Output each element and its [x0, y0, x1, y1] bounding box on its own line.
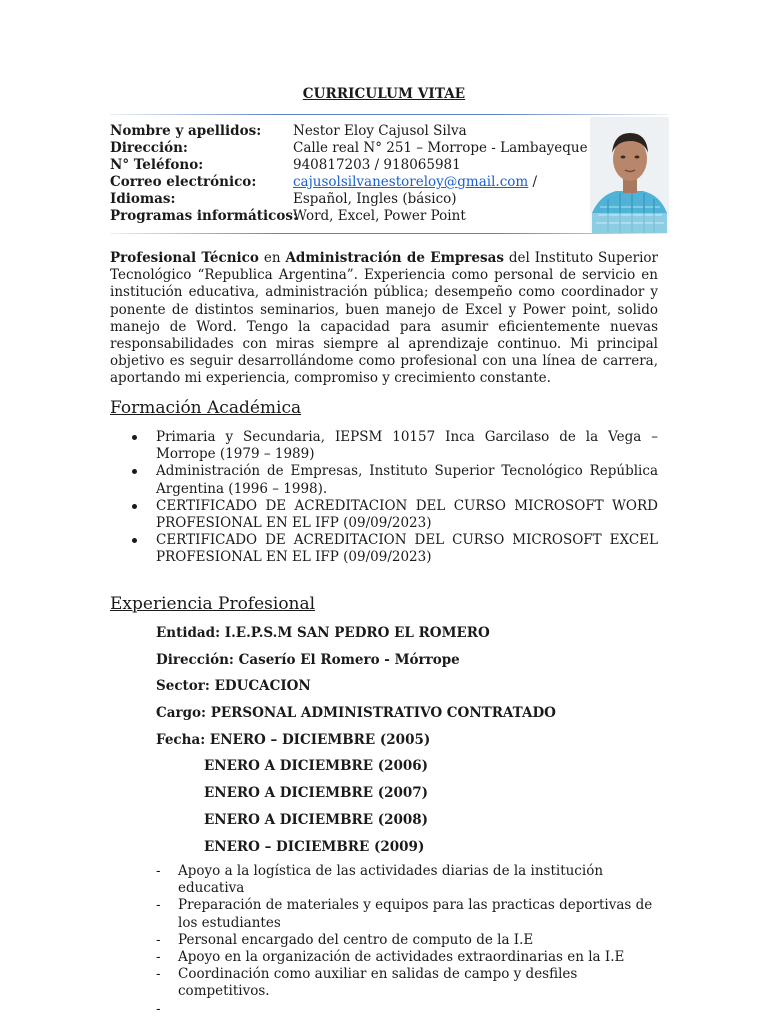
dash-icon: - [156, 931, 161, 948]
list-item-text: Primaria y Secundaria, IEPSM 10157 Inca Garcilaso de la Vega – Morrope (1979 – 1989) [156, 429, 658, 463]
info-value [293, 174, 537, 191]
exp-fecha-value: ENERO A DICIEMBRE (2007) [204, 785, 429, 802]
info-label: Programas informáticos: [110, 208, 298, 224]
bullet-icon [132, 504, 137, 509]
section-title-experiencia: Experiencia Profesional [110, 594, 316, 614]
dash-icon: - [156, 949, 161, 966]
list-item [156, 949, 658, 966]
info-value: 940817203 / 918065981 [293, 157, 461, 173]
exp-fecha-value: ENERO A DICIEMBRE (2008) [204, 811, 429, 828]
list-item-text: Administración de Empresas, Instituto Superior Tecnológico República Argentina (1996 – 1998). [156, 463, 658, 497]
list-item [110, 532, 658, 566]
profile-text: del Instituto Superior Tecnológico “Republica Argentina”. Experiencia como personal de servicio en institución educativa, administración pública; desempeño como coordinador y ponente de distintos seminarios, buen manejo de Excel y Power point, solido manejo de Word. Tengo la capacidad para asumir eficientemente nuevas responsabilidades con miras siempre al aprendizaje continuo. Mi principal objetivo es seguir desarrollándome como profesional con una línea de carrera, aportando mi experiencia, compromiso y crecimiento constante. [110, 250, 658, 387]
dash-icon: - [156, 966, 161, 983]
info-row-nombre [110, 123, 588, 140]
email-link[interactable]: cajusolsilvanestoreloy@gmail.com [293, 174, 529, 190]
list-item [156, 897, 658, 931]
exp-entidad: Entidad: I.E.P.S.M SAN PEDRO EL ROMERO [156, 625, 490, 641]
portrait-illustration [590, 117, 669, 233]
info-row-correo [110, 174, 588, 191]
bullet-icon [132, 435, 137, 440]
profile-text: en [258, 250, 286, 266]
info-value: Español, Ingles (básico) [293, 191, 457, 207]
info-value: Word, Excel, Power Point [293, 208, 466, 224]
exp-direccion: Dirección: Caserío El Romero - Mórrope [156, 651, 460, 668]
info-row-direccion [110, 140, 588, 157]
task-text: Coordinación como auxiliar en salidas de campo y desfiles competitivos. [178, 966, 578, 1000]
profile-bold-field: Administración de Empresas [285, 250, 504, 266]
list-item-text: CERTIFICADO DE ACREDITACION DEL CURSO MICROSOFT EXCEL PROFESIONAL EN EL IFP (09/09/2023) [156, 532, 658, 566]
profile-bold-title: Profesional Técnico [110, 250, 259, 266]
task-text: Apoyo a la logística de las actividades diarias de la institución educativa [178, 863, 604, 897]
formacion-list [110, 429, 658, 567]
list-item [156, 1001, 658, 1018]
header-top-divider [110, 114, 668, 115]
header-bottom-divider [110, 233, 668, 234]
task-text: Apoyo en la organización de actividades extraordinarias en la I.E [178, 949, 625, 966]
info-row-telefono [110, 157, 588, 174]
dash-icon: - [156, 1000, 161, 1017]
info-value: Nestor Eloy Cajusol Silva [293, 123, 467, 139]
info-row-idiomas [110, 191, 588, 208]
exp-cargo: Cargo: PERSONAL ADMINISTRATIVO CONTRATADO [156, 705, 556, 722]
task-text: Personal encargado del centro de computo de la I.E [178, 931, 534, 948]
profile-summary [110, 250, 658, 388]
info-row-programas [110, 208, 588, 225]
section-title-formacion: Formación Académica [110, 398, 302, 418]
info-label: N° Teléfono: [110, 157, 204, 173]
tasks-list [156, 863, 658, 1018]
exp-sector: Sector: EDUCACION [156, 678, 311, 695]
document-title: CURRICULUM VITAE [302, 86, 466, 102]
list-item [156, 932, 658, 949]
bullet-icon [132, 538, 137, 543]
exp-fecha [156, 731, 556, 758]
list-item [156, 863, 658, 897]
info-label: Correo electrónico: [110, 174, 257, 190]
profile-photo [590, 117, 669, 233]
info-label: Dirección: [110, 140, 188, 156]
list-item-text: CERTIFICADO DE ACREDITACION DEL CURSO MICROSOFT WORD PROFESIONAL EN EL IFP (09/09/2023) [156, 497, 658, 532]
bullet-icon [132, 469, 137, 474]
list-item [110, 429, 658, 463]
dash-icon: - [156, 863, 161, 879]
task-text: Preparación de materiales y equipos para las practicas deportivas de los estudiantes [178, 897, 653, 931]
info-label: Nombre y apellidos: [110, 123, 262, 139]
list-item [110, 463, 658, 497]
dash-icon: - [156, 897, 161, 914]
list-item [110, 498, 658, 532]
exp-fecha-value: ENERO – DICIEMBRE (2005) [209, 731, 431, 748]
exp-fecha-value: ENERO – DICIEMBRE (2009) [204, 838, 425, 855]
info-label: Idiomas: [110, 191, 176, 207]
personal-info-block [110, 123, 588, 225]
exp-fecha-value: ENERO A DICIEMBRE (2006) [204, 758, 429, 775]
email-suffix: / [528, 174, 538, 190]
list-item [156, 966, 658, 1000]
info-value: Calle real N° 251 – Morrope - Lambayeque [293, 140, 588, 156]
exp-fecha-label: Fecha: [156, 731, 210, 748]
experience-details [156, 624, 556, 864]
